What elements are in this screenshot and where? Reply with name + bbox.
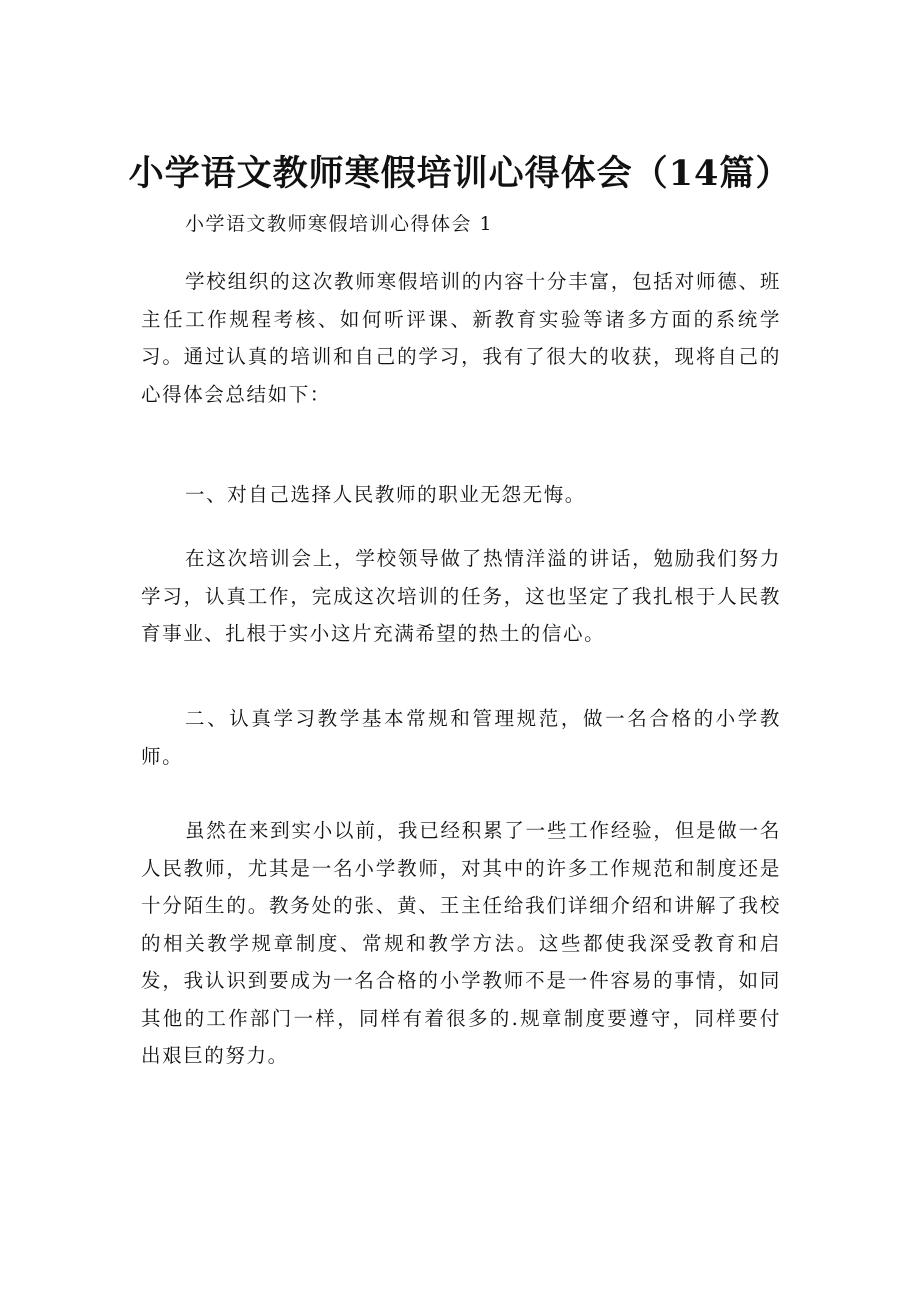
paragraph-point-two: 二、认真学习教学基本常规和管理规范，做一名合格的小学教师。 <box>141 707 781 768</box>
paragraph-intro: 学校组织的这次教师寒假培训的内容十分丰富，包括对师德、班主任工作规程考核、如何听评课、新教育实验等诸多方面的系统学习。通过认真的培训和自己的学习，我有了很大的收获，现将自己的心得体会总结如下： <box>141 270 781 406</box>
document-title: 小学语文教师寒假培训心得体会（14篇） <box>128 153 792 194</box>
paragraph-training-meeting: 在这次培训会上，学校领导做了热情洋溢的讲话，勉励我们努力学习，认真工作，完成这次培训的任务，这也坚定了我扎根于人民教育事业、扎根于实小这片充满希望的热土的信心。 <box>141 547 781 645</box>
section-subtitle: 小学语文教师寒假培训心得体会 1 <box>185 213 494 235</box>
paragraph-experience: 虽然在来到实小以前，我已经积累了一些工作经验，但是做一名人民教师，尤其是一名小学教师，对其中的许多工作规范和制度还是十分陌生的。教务处的张、黄、王主任给我们详细介绍和讲解了我校的相关教学规章制度、常规和教学方法。这些都使我深受教育和启发，我认识到要成为一名合格的小学教师不是一件容易的事情，如同其他的工作部门一样，同样有着很多的.规章制度要遵守，同样要付出艰巨的努力。 <box>141 819 781 1067</box>
paragraph-point-one: 一、对自己选择人民教师的职业无怨无悔。 <box>185 483 586 506</box>
